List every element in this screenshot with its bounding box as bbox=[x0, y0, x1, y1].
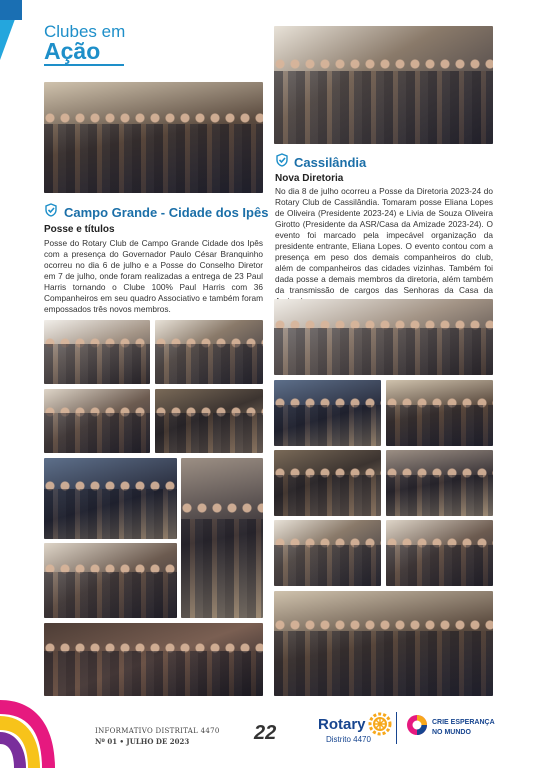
campo-grande-body: Posse do Rotary Club de Campo Grande Cidade dos Ipês com a presença do Governador Paulo César Branquinho ocorreu no dia 6 de julho e a Posse do Conselho Diretor em 7 de julho, onde foram realizadas a entrega de 23 Paul Harris tornando o Clube 100% Paul Harris com 36 Companheiros em seu quadro Associativo e também foram empossados três novos membros. bbox=[44, 238, 263, 314]
cassilandia-photo-6 bbox=[274, 520, 381, 586]
campo-grande-photo-8 bbox=[44, 623, 263, 696]
campo-grande-subtitle: Posse e títulos bbox=[44, 224, 115, 235]
campo-grande-photo-4 bbox=[155, 389, 263, 453]
header-underline bbox=[44, 64, 124, 66]
header-title-line2: Ação bbox=[44, 38, 101, 64]
cassilandia-subtitle: Nova Diretoria bbox=[275, 173, 344, 184]
campo-grande-group-photo bbox=[44, 82, 263, 193]
campo-grande-photo-6 bbox=[181, 458, 263, 618]
motto-line2: NO MUNDO bbox=[432, 729, 471, 736]
cassilandia-photo-8 bbox=[274, 591, 493, 696]
campo-grande-photo-3 bbox=[44, 389, 150, 453]
check-shield-icon bbox=[44, 203, 58, 217]
campo-grande-photo-2 bbox=[155, 320, 263, 384]
district-label: Distrito 4470 bbox=[326, 735, 371, 744]
footer-divider bbox=[396, 712, 397, 744]
corner-decoration-dark bbox=[0, 0, 22, 20]
campo-grande-photo-1 bbox=[44, 320, 150, 384]
campo-grande-title: Campo Grande - Cidade dos Ipês bbox=[64, 205, 269, 220]
publication-issue: Nº 01 • JULHO DE 2023 bbox=[95, 737, 190, 746]
cassilandia-title: Cassilândia bbox=[294, 155, 367, 170]
rotary-wheel-icon bbox=[368, 712, 392, 736]
campo-grande-photo-7 bbox=[44, 543, 177, 618]
campo-grande-photo-5 bbox=[44, 458, 177, 539]
motto-line1: CRIE ESPERANÇA bbox=[432, 719, 495, 726]
publication-name: INFORMATIVO DISTRITAL 4470 bbox=[95, 727, 220, 735]
page-number: 22 bbox=[254, 722, 277, 744]
header-title-line1: Clubes em bbox=[44, 22, 126, 41]
cassilandia-photo-4 bbox=[274, 450, 381, 516]
decorative-swirl bbox=[0, 690, 60, 768]
rotary-wordmark: Rotary bbox=[318, 716, 366, 733]
cassilandia-photo-3 bbox=[386, 380, 493, 446]
cassilandia-body: No dia 8 de julho ocorreu a Posse da Diretoria 2023-24 do Rotary Club de Cassilândia. Tomaram posse Eliana Lopes de Oliveira (Presidente 2023-24) e Livia de Souza Oliveira Girotto (Presidente da ASR/Casa da Amizade 2023-24). O evento foi marcado pela impecável organização da presidente entrante, Eliana Lopes. O evento contou com a presença em peso dos demais companheiros do club, além de companheiros das cidades vizinhas. Também foi dada posse a demais membros da diretoria, além também da transmissão de cargos das Senhoras da Casa da bbox=[275, 186, 493, 295]
cassilandia-photo-5 bbox=[386, 450, 493, 516]
cassilandia-photo-7 bbox=[386, 520, 493, 586]
cassilandia-group-photo bbox=[274, 26, 493, 144]
cassilandia-photo-1 bbox=[274, 299, 493, 375]
crie-esperanca-logo-icon bbox=[406, 714, 428, 736]
check-shield-icon bbox=[275, 153, 289, 167]
cassilandia-photo-2 bbox=[274, 380, 381, 446]
